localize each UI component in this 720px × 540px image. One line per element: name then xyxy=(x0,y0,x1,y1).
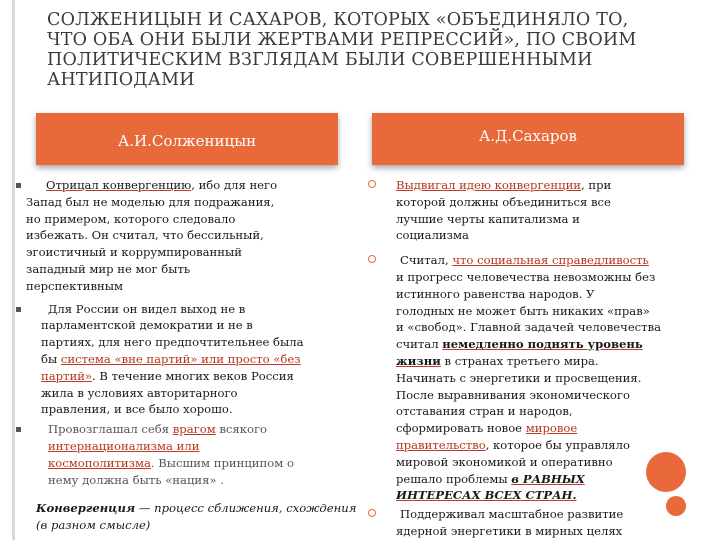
header-solzhenitsyn: А.И.Солженицын xyxy=(36,113,338,165)
text-line: После выравнивания экономического xyxy=(396,387,630,402)
text: считал xyxy=(396,337,443,352)
highlight-text: Выдвигал идею конвергенции xyxy=(396,178,582,192)
text-line: отставания стран и народов, xyxy=(396,404,573,419)
square-bullet-icon xyxy=(16,427,21,432)
text-line: голодных не может быть никаких «прав» xyxy=(396,303,650,318)
text-line: нему должна быть «нация» . xyxy=(48,472,224,487)
text-line: перспективным xyxy=(26,278,123,293)
highlight-text: партий» xyxy=(41,368,93,383)
highlight-text: Отрицал конвергенцию xyxy=(46,178,192,192)
text-line: мировой экономикой и оперативно xyxy=(396,454,613,469)
highlight-text: правительство xyxy=(396,437,486,452)
circle-bullet-icon xyxy=(368,509,376,517)
list-item xyxy=(14,421,354,488)
list-item xyxy=(364,506,694,540)
text: Считал, xyxy=(400,253,453,268)
text-line: жила в условиях авторитарного xyxy=(41,385,238,400)
definition-term: Конвергенция xyxy=(36,501,136,515)
text-line: парламентской демократии и не в xyxy=(41,318,253,333)
square-bullet-icon xyxy=(16,307,21,312)
highlight-text: система «вне партий» или просто «без xyxy=(60,351,301,366)
text-line: социализма xyxy=(396,228,469,243)
square-bullet-icon xyxy=(16,183,21,188)
highlight-text: в РАВНЫХ xyxy=(511,471,585,486)
decor-circle xyxy=(646,452,686,492)
text: в странах третьего мира. xyxy=(440,353,599,368)
highlight-text: что социальная справедливость xyxy=(452,253,649,268)
circle-bullet-icon xyxy=(368,180,376,188)
text-line: которой должны объединиться все xyxy=(396,194,611,209)
text: всякого xyxy=(215,422,268,437)
text: , которое бы управляло xyxy=(485,437,630,452)
highlight-text: жизни xyxy=(396,353,441,368)
highlight-text: мировое xyxy=(525,421,578,436)
text: бы xyxy=(41,351,61,366)
list-item xyxy=(364,177,689,244)
highlight-text: ИНТЕРЕСАХ ВСЕХ СТРАН. xyxy=(396,488,577,503)
title-line: ПОЛИТИЧЕСКИМ ВЗГЛЯДАМ БЫЛИ СОВЕРШЕННЫМИ xyxy=(47,50,593,70)
text-line: лучшие черты капитализма и xyxy=(396,211,580,226)
text-line: партиях, для него предпочтительнее была xyxy=(41,335,304,350)
text-line: и «свобод». Главной задачей человечества xyxy=(396,320,662,335)
text-line: правления, и все было хорошо. xyxy=(41,402,233,417)
title-line: АНТИПОДАМИ xyxy=(47,70,195,90)
solzhenitsyn-column xyxy=(14,177,354,488)
text-line: Начинать с энергетики и просвещения. xyxy=(396,370,642,385)
list-item xyxy=(14,177,354,295)
text-line: но примером, которого следовало xyxy=(26,211,236,226)
text-line: избежать. Он считал, что бессильный, xyxy=(26,228,264,243)
sakharov-item-3 xyxy=(364,506,694,540)
text-line: эгоистичный и коррумпированный xyxy=(26,245,242,260)
definition-note xyxy=(36,500,356,534)
text-line: Поддерживал масштабное развитие xyxy=(400,507,624,521)
text: . В течение многих веков Россия xyxy=(92,368,294,383)
text-line: ядерной энергетики в мирных целях xyxy=(396,523,623,538)
text-line: Для России он видел выход не в xyxy=(48,301,246,316)
text-line: и прогресс человечества невозможны без xyxy=(396,269,656,284)
text-line: западный мир не мог быть xyxy=(26,261,191,276)
definition-text: (в разном смысле) xyxy=(36,518,151,532)
sakharov-column xyxy=(364,177,689,504)
highlight-text: интернационализма или xyxy=(48,438,200,453)
text-line: Запад был не моделью для подражания, xyxy=(26,194,275,209)
text: . Высшим принципом о xyxy=(150,455,294,470)
text: Провозглашал себя xyxy=(48,422,173,437)
slide-title xyxy=(47,10,697,90)
highlight-text: врагом xyxy=(172,422,216,437)
list-item xyxy=(364,252,689,504)
text: , при xyxy=(581,178,612,192)
text: , ибо для него xyxy=(191,178,278,192)
title-line: ЧТО ОБА ОНИ БЫЛИ ЖЕРТВАМИ РЕПРЕССИЙ», ПО СВОИМ xyxy=(47,30,637,50)
text-line: истинного равенства народов. У xyxy=(396,286,595,301)
circle-bullet-icon xyxy=(368,255,376,263)
highlight-text: немедленно поднять уровень xyxy=(442,337,643,352)
definition-text: — процесс сближения, схождения xyxy=(135,501,357,515)
title-line: СОЛЖЕНИЦЫН И САХАРОВ, КОТОРЫХ «ОБЪЕДИНЯЛО ТО, xyxy=(47,10,629,30)
list-item xyxy=(14,301,354,419)
text: сформировать новое xyxy=(396,421,526,436)
highlight-text: космополитизма xyxy=(48,455,151,470)
header-sakharov: А.Д.Сахаров xyxy=(372,113,684,165)
text: решало проблемы xyxy=(396,471,512,486)
